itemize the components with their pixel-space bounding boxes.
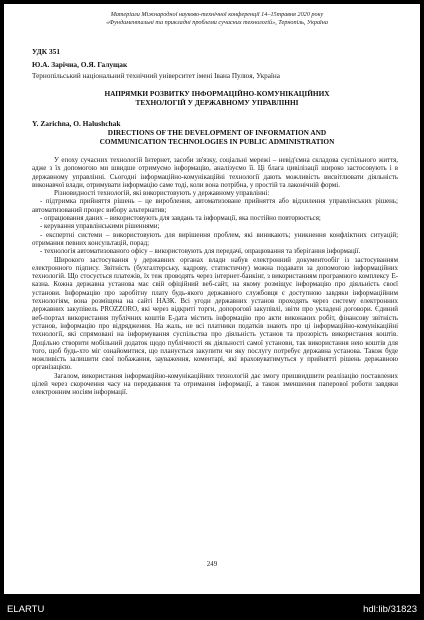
article-title-en-line1: DIRECTIONS OF THE DEVELOPMENT OF INFORMATION AND xyxy=(107,128,327,137)
paragraph-technologies-heading: Різновидності технологій, які використовують у державному управлінні: xyxy=(54,189,270,198)
handle-id: hdl:lib/31823 xyxy=(363,604,417,615)
udk-code: УДК 351 xyxy=(32,47,61,56)
article-title-en xyxy=(44,128,390,147)
list-item-expert-systems: - експертні системи – використовують для вирішення проблем, які виникають; уникнення конфліктних ситуацій; отримання певних консультацій, порад; xyxy=(32,230,398,247)
affiliation: Тернопільський національний технічний університет імені Івана Пулюя, Україна xyxy=(32,72,280,80)
paragraph-e-government: Широкого застосування у державних органах влади набув електронний документообіг із застосуванням електронного підпису. Звітність (бухгалтерську, кадрову, статистичну) можна подавати за допомогою інформаційних технологій. Що стосується платежів, їх теж проводять через інтернет-банкінг, з використанням програмного комплексу Е-казна. Кожна державна установа має свій офіційний веб-сайт, на якому розміщує інформацію про діяльність своєї установи. Інформацію про заробітну плату будь-якого державного службовця є доступною завдяки інформаційним технологіям, вона розміщена на сайті НАЗК. Всі угоди державних установ проходять через систему електронних державних закупівель PROZZORO, які через відкриті торги, допороговї закупівлі, звіти про укладені договори. Єдиний веб-портал використання публічних коштів Е-дата містить інформацію про акти виконаних робіт, фінансову звітність установ, інформацію про відрядження. На жаль, не всі платники податків знають про ці інформаційно-комунікаційні технології, які спрямовані на інформування суспільства про діяльність установ та прозорість використання коштів. Доцільно створити мобільний додаток щодо публічності як діяльності самої установи, так використання нею коштів для того, щоб будь-хто міг ознайомитися, що планується закупити чи яку послугу потребує державна установа. Також буде можливість залишити свої побажання, зауваження, коментарі, які враховуватимуться у прийнятті рішень державною організацією. xyxy=(32,255,398,372)
list-item-decision-support: - підтримка прийняття рішень – це вироблення, автоматизоване прийняття або відхилення управлінських рішень; автоматизований процес вибору альтернатив; xyxy=(32,197,398,214)
repository-name: ELARTU xyxy=(7,604,45,615)
conference-header xyxy=(44,11,390,27)
article-body xyxy=(32,156,398,397)
article-title-ua-line1: НАПРЯМКИ РОЗВИТКУ ІНФОРМАЦІЙНО-КОМУНІКАЦІЙНИХ xyxy=(104,89,330,98)
document-page xyxy=(4,4,420,594)
paragraph-conclusion: Загалом, використання інформаційно-комунікаційних технологій дає змогу пришвидшити реалізацію поставлених цілей через скорочення часу на передавання та отримання інформації, а також зменшення паперової роботи завдяки електронним носіям інформації. xyxy=(32,371,398,397)
authors-en: Y. Zarichna, O. Halushchak xyxy=(32,119,121,128)
list-item-data-processing: - опрацювання даних – використовують для завдань та інформації, яка постійно повторюється; xyxy=(40,214,321,223)
conference-header-line1: Матеріали Міжнародної науково-технічної конференції 14–15травня 2020 року xyxy=(110,11,324,18)
page-number: 249 xyxy=(206,560,218,568)
conference-header-line2: «Фундаментальні та прикладні проблеми сучасних технологій», Тернопіль, Україна xyxy=(106,19,328,27)
article-title-en-line2: COMMUNICATION TECHNOLOGIES IN PUBLIC ADMINISTRATION xyxy=(99,137,335,147)
repository-footer xyxy=(0,598,424,620)
article-title-ua-line2: ТЕХНОЛОГІЙ У ДЕРЖАВНОМУ УПРАВЛІННІ xyxy=(135,98,299,108)
list-item-decision-management: - керування управлінськими рішеннями; xyxy=(40,222,160,231)
article-title-ua xyxy=(44,89,390,108)
list-item-office-automation: - технологія автоматизованого офісу – використовують для передачі, опрацювання та зберігання інформації. xyxy=(40,247,361,256)
authors-ua: Ю.А. Зарічна, О.Я. Галущак xyxy=(32,60,128,69)
paragraph-intro: У епоху сучасних технологій Інтернет, засоби зв'язку, соціальні мережі – невід'ємна складова суспільного життя, адже з їх допомогою ми швидше отримуємо інформацію, аналізуємо її. Ці блага цивілізації широко застосовують і в державному управлінні. Сьогодні інформаційно-комунікаційні технології дають можливість висвітлювати діяльність виконавчої влади, отримувати інформацію саме тоді, коли вона потрібна, у простій та лаконічній формі. xyxy=(32,156,398,189)
